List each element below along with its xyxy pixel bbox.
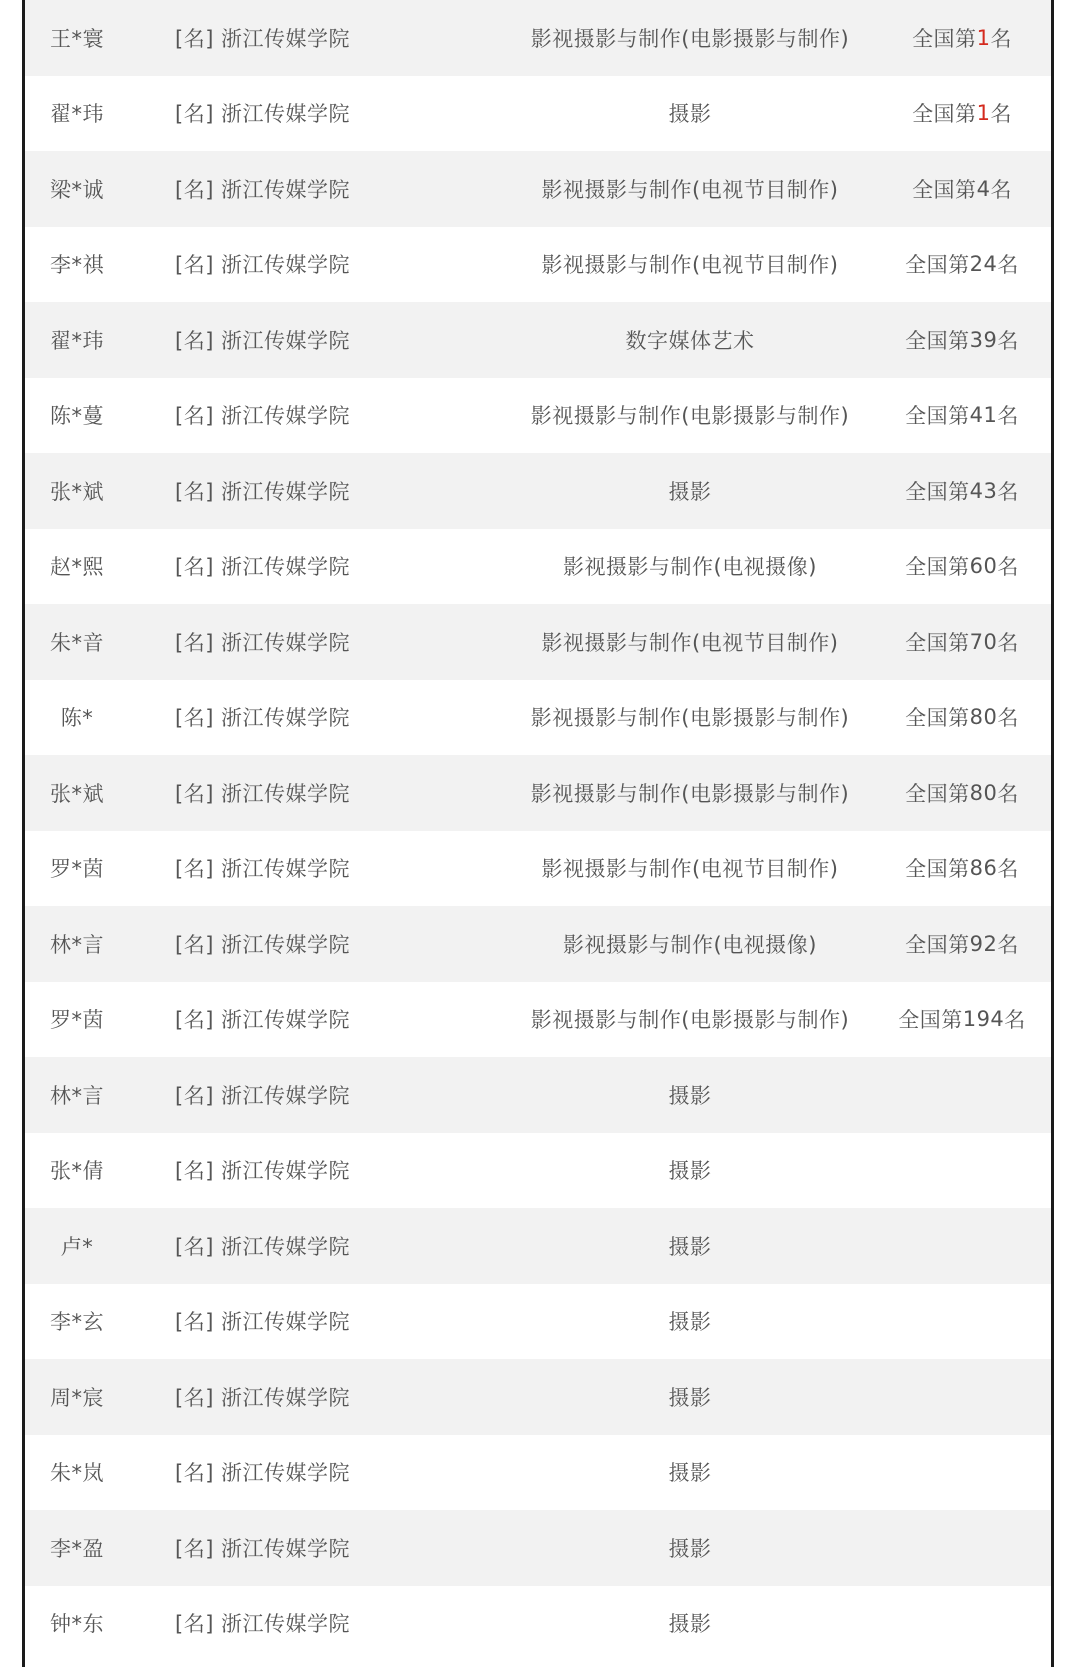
rank-prefix: 全国第 (898, 1008, 963, 1033)
rank-number: 70 (969, 629, 998, 654)
rank-suffix: 名 (990, 26, 1012, 51)
national-rank (887, 831, 1037, 907)
school-name: [名] 浙江传媒学院 (175, 857, 351, 882)
major-name: 影视摄影与制作(电视节目制作) (541, 857, 839, 882)
table-row (25, 1435, 1051, 1511)
school-name: [名] 浙江传媒学院 (175, 328, 351, 353)
table-body (25, 0, 1051, 1661)
major-name: 摄影 (668, 1461, 712, 1486)
school-name: [名] 浙江传媒学院 (175, 1385, 351, 1410)
table-row (25, 378, 1051, 454)
student-name: 陈* (60, 706, 94, 731)
student-name: 张*斌 (50, 781, 104, 806)
school-name: [名] 浙江传媒学院 (175, 932, 351, 957)
student-name: 朱*音 (50, 630, 104, 655)
major-name: 影视摄影与制作(电视节目制作) (541, 630, 839, 655)
national-rank (887, 1057, 1037, 1133)
national-rank (887, 604, 1037, 680)
rank-suffix: 名 (997, 555, 1019, 580)
major-name: 影视摄影与制作(电视摄像) (563, 932, 817, 957)
school-name: [名] 浙江传媒学院 (175, 253, 351, 278)
rank-number: 80 (969, 705, 998, 730)
national-rank (887, 227, 1037, 303)
national-rank (887, 1284, 1037, 1360)
student-name: 朱*岚 (50, 1461, 104, 1486)
school-name: [名] 浙江传媒学院 (175, 1461, 351, 1486)
school-name: [名] 浙江传媒学院 (175, 706, 351, 731)
school-name: [名] 浙江传媒学院 (175, 102, 351, 127)
school-name: [名] 浙江传媒学院 (175, 781, 351, 806)
school-name: [名] 浙江传媒学院 (175, 26, 351, 51)
student-name: 翟*玮 (50, 328, 104, 353)
national-rank (887, 151, 1037, 227)
table-row (25, 0, 1051, 76)
school-name: [名] 浙江传媒学院 (175, 555, 351, 580)
major-name: 摄影 (668, 1385, 712, 1410)
national-rank (887, 76, 1037, 152)
student-name: 林*言 (50, 1083, 104, 1108)
student-name: 卢* (60, 1234, 94, 1259)
rank-suffix: 名 (997, 781, 1019, 806)
rank-prefix: 全国第 (905, 857, 970, 882)
table-row (25, 1586, 1051, 1662)
table-row (25, 151, 1051, 227)
school-name: [名] 浙江传媒学院 (175, 177, 351, 202)
rank-prefix: 全国第 (905, 781, 970, 806)
student-name: 李*玄 (50, 1310, 104, 1335)
table-row (25, 76, 1051, 152)
student-name: 张*斌 (50, 479, 104, 504)
rank-prefix: 全国第 (905, 706, 970, 731)
rank-prefix: 全国第 (905, 328, 970, 353)
student-name: 钟*东 (50, 1612, 104, 1637)
major-name: 摄影 (668, 1536, 712, 1561)
table-row (25, 1284, 1051, 1360)
school-name: [名] 浙江传媒学院 (175, 630, 351, 655)
national-rank (887, 1359, 1037, 1435)
national-rank (887, 378, 1037, 454)
rank-number: 60 (969, 554, 998, 579)
national-rank (887, 680, 1037, 756)
national-rank (887, 1435, 1037, 1511)
national-rank (887, 1208, 1037, 1284)
major-name: 摄影 (668, 1612, 712, 1637)
rank-number: 41 (969, 403, 998, 428)
national-rank (887, 982, 1037, 1058)
student-name: 王*寰 (50, 26, 104, 51)
table-row (25, 1057, 1051, 1133)
national-rank (887, 1510, 1037, 1586)
school-name: [名] 浙江传媒学院 (175, 1310, 351, 1335)
national-rank (887, 755, 1037, 831)
rank-prefix: 全国第 (912, 177, 977, 202)
major-name: 影视摄影与制作(电影摄影与制作) (530, 1008, 850, 1033)
rank-prefix: 全国第 (905, 404, 970, 429)
table-row (25, 680, 1051, 756)
student-name: 周*宸 (50, 1385, 104, 1410)
rank-number: 86 (969, 856, 998, 881)
rank-number: 24 (969, 252, 998, 277)
student-name: 罗*茵 (50, 1008, 104, 1033)
school-name: [名] 浙江传媒学院 (175, 1008, 351, 1033)
major-name: 摄影 (668, 1234, 712, 1259)
major-name: 影视摄影与制作(电视摄像) (563, 555, 817, 580)
rank-suffix: 名 (990, 102, 1012, 127)
rank-prefix: 全国第 (912, 102, 977, 127)
rank-prefix: 全国第 (905, 630, 970, 655)
table-row (25, 831, 1051, 907)
rank-number: 194 (962, 1007, 1005, 1032)
rank-number: 4 (976, 176, 991, 201)
student-name: 李*盈 (50, 1536, 104, 1561)
national-rank (887, 906, 1037, 982)
rank-suffix: 名 (997, 479, 1019, 504)
major-name: 摄影 (668, 1310, 712, 1335)
student-name: 梁*诚 (50, 177, 104, 202)
rank-suffix: 名 (997, 630, 1019, 655)
student-name: 翟*玮 (50, 102, 104, 127)
national-rank (887, 1586, 1037, 1662)
rank-prefix: 全国第 (905, 932, 970, 957)
student-name: 林*言 (50, 932, 104, 957)
rank-suffix: 名 (997, 857, 1019, 882)
student-name: 李*祺 (50, 253, 104, 278)
major-name: 摄影 (668, 102, 712, 127)
rank-number: 92 (969, 931, 998, 956)
major-name: 影视摄影与制作(电影摄影与制作) (530, 781, 850, 806)
rank-number: 43 (969, 478, 998, 503)
table-row (25, 1359, 1051, 1435)
major-name: 摄影 (668, 1083, 712, 1108)
rank-suffix: 名 (1004, 1008, 1026, 1033)
table-row (25, 604, 1051, 680)
table-row (25, 1133, 1051, 1209)
school-name: [名] 浙江传媒学院 (175, 1083, 351, 1108)
rank-number: 39 (969, 327, 998, 352)
school-name: [名] 浙江传媒学院 (175, 479, 351, 504)
table-row (25, 755, 1051, 831)
student-name: 张*倩 (50, 1159, 104, 1184)
national-rank (887, 0, 1037, 76)
rank-prefix: 全国第 (912, 26, 977, 51)
major-name: 影视摄影与制作(电影摄影与制作) (530, 26, 850, 51)
table-row (25, 906, 1051, 982)
major-name: 影视摄影与制作(电视节目制作) (541, 253, 839, 278)
rank-number: 80 (969, 780, 998, 805)
school-name: [名] 浙江传媒学院 (175, 404, 351, 429)
table-row (25, 302, 1051, 378)
rank-suffix: 名 (997, 404, 1019, 429)
rank-prefix: 全国第 (905, 479, 970, 504)
table-row (25, 1510, 1051, 1586)
rank-suffix: 名 (997, 706, 1019, 731)
major-name: 影视摄影与制作(电影摄影与制作) (530, 404, 850, 429)
rank-prefix: 全国第 (905, 253, 970, 278)
national-rank (887, 453, 1037, 529)
major-name: 影视摄影与制作(电影摄影与制作) (530, 706, 850, 731)
table-row (25, 529, 1051, 605)
rank-suffix: 名 (997, 328, 1019, 353)
student-name: 陈*蔓 (50, 404, 104, 429)
school-name: [名] 浙江传媒学院 (175, 1159, 351, 1184)
rank-prefix: 全国第 (905, 555, 970, 580)
rank-suffix: 名 (990, 177, 1012, 202)
rank-number: 1 (976, 25, 991, 50)
major-name: 数字媒体艺术 (625, 328, 755, 353)
table-row (25, 227, 1051, 303)
table-row (25, 453, 1051, 529)
national-rank (887, 1133, 1037, 1209)
national-rank (887, 529, 1037, 605)
school-name: [名] 浙江传媒学院 (175, 1234, 351, 1259)
major-name: 摄影 (668, 479, 712, 504)
school-name: [名] 浙江传媒学院 (175, 1536, 351, 1561)
rank-number: 1 (976, 101, 991, 126)
national-rank (887, 302, 1037, 378)
major-name: 影视摄影与制作(电视节目制作) (541, 177, 839, 202)
major-name: 摄影 (668, 1159, 712, 1184)
rank-suffix: 名 (997, 932, 1019, 957)
table-row (25, 1208, 1051, 1284)
school-name: [名] 浙江传媒学院 (175, 1612, 351, 1637)
student-name: 罗*茵 (50, 857, 104, 882)
rank-suffix: 名 (997, 253, 1019, 278)
ranking-table (22, 0, 1054, 1667)
table-row (25, 982, 1051, 1058)
student-name: 赵*熙 (50, 555, 104, 580)
